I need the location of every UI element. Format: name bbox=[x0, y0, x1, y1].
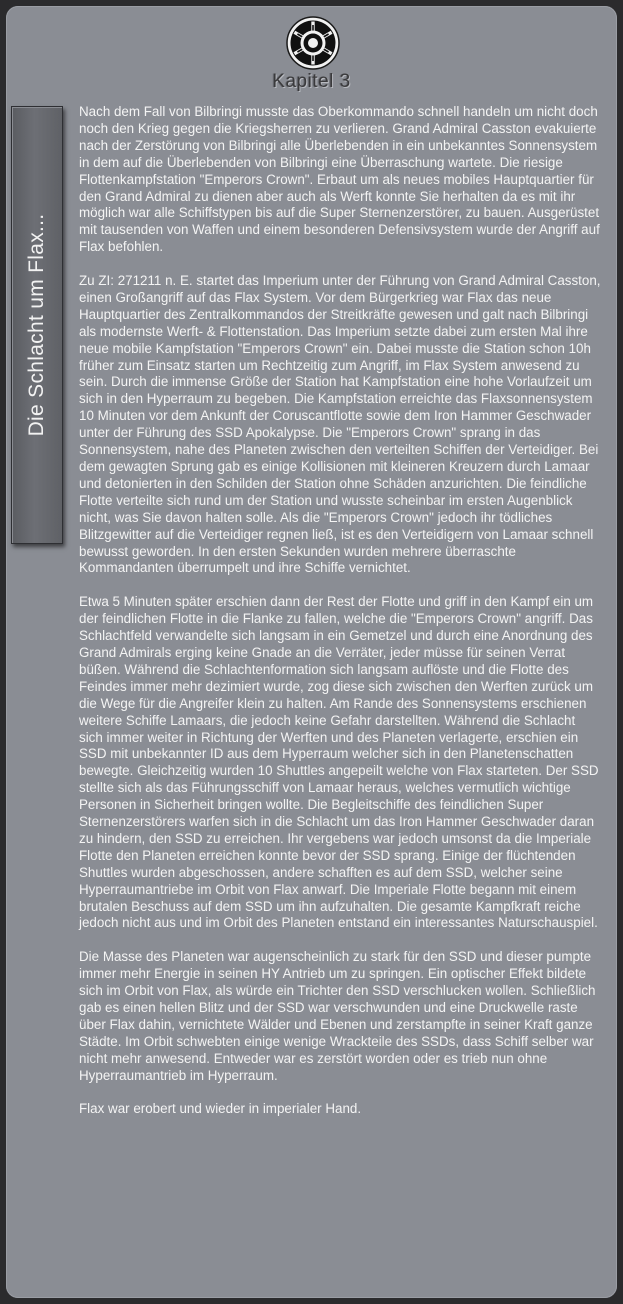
paragraph: Zu ZI: 271211 n. E. startet das Imperium unter der Führung von Grand Admiral Casston, einen Großangriff auf das Flax System. Vor dem Bürgerkrieg war Flax das neue Hauptquartier des Zentralkommandos der Streitkräfte gewesen und galt nach Bilbringi als modernste Werft- & Flottenstation. Das Imperium setzte dabei zum ersten Mal ihre neue mobile Kampfstation "Emperors Crown" ein. Dabei musste die Station schon 10h früher zum Einsatz starten um Rechtzeitig zum Angriff, im Flax System anwesend zu sein. Durch die immense Größe der Station hat Kampfstation eine hohe Vorlaufzeit um sich in den Hyperraum zu begeben. Die Kampfstation erreichte das Flaxsonnensystem 10 Minuten vor dem Ankunft der Coruscantflotte sowie dem Iron Hammer Geschwader unter der Führung des SSD Apokalypse. Die "Emperors Crown" sprang in das Sonnensystem, nahe des Planeten zwischen den verteilten Schiffen der Verteidiger. Bei dem gewagten Sprung gab es einige Kollisionen mit kleineren Kreuzern durch Lamaar und detonierten in den Schilden der Station ohne Schäden anzurichten. Die feindliche Flotte verteilte sich rund um der Station und wusste scheinbar im ersten Augenblick nicht, was Sie davon halten solle. Als die "Emperors Crown" jedoch ihr tödliches Blitzgewitter auf die Verteidiger regnen ließ, ist es den Verteidigern von Lamaar schnell bewusst geworden. In den ersten Sekunden wurden mehrere überraschte Kommandanten überrumpelt und ihre Schiffe vernichtet. bbox=[79, 273, 601, 576]
side-tab-label: Die Schlacht um Flax... bbox=[25, 213, 48, 437]
paragraph: Flax war erobert und wieder in imperialer Hand. bbox=[79, 1101, 362, 1117]
side-tab bbox=[11, 106, 63, 544]
paragraph: Nach dem Fall von Bilbringi musste das Oberkommando schnell handeln um nicht doch noch den Krieg gegen die Kriegsherren zu verlieren. Grand Admiral Casston evakuierte nach der Zerstörung von Bilbringi alle Überlebenden in ein unbekanntes Sonnensystem in dem auf die Überlebenden von Bilbringi eine Überraschung wartete. Die riesige Flottenkampfstation "Emperors Crown". Erbaut um als neues mobiles Hauptquartier für den Grand Admiral zu dienen aber auch als Werft konnte Sie herhalten da es mit ihr möglich war alle Schiffstypen bis auf die Super Sternenzerstörer, zu bauen. Ausgerüstet mit tausenden von Waffen und einem besonderen Defensivsystem wurde der Angriff auf Flax befohlen. bbox=[79, 104, 600, 255]
story-text bbox=[79, 104, 601, 1135]
imperial-cog-icon bbox=[286, 16, 340, 70]
paragraph: Etwa 5 Minuten später erschien dann der Rest der Flotte und griff in den Kampf ein um der feindlichen Flotte in die Flanke zu fallen, welche die "Emperors Crown" angriff. Das Schlachtfeld verwandelte sich langsam in ein Gemetzel und durch eine Anordnung des Grand Admirals erging keine Gnade an die Verräter, jeder müsse für seinen Verrat büßen. Während die Schlachtenformation sich langsam auflöste und die Flotte des Feindes immer mehr dezimiert wurde, zog diese sich zwischen den Werften zurück um die Wege für die Angreifer klein zu halten. Am Rande des Sonnensystems erschienen weitere Schiffe Lamaars, die jedoch keine Gefahr darstellten. Während die Schlacht sich immer weiter in Richtung der Werften und des Planeten verlagerte, erschien ein SSD mit unbekannter ID aus dem Hyperraum welcher sich in den Planetenschatten bewegte. Gleichzeitig wurden 10 Shuttles angepeilt welche von Flax starteten. Der SSD stellte sich als das Führungsschiff von Lamaar heraus, welches vermutlich wichtige Personen in Sicherheit bringen wollte. Die Begleitschiffe des feindlichen Super Sternenzerstörers warfen sich in die Schlacht um das Iron Hammer Geschwader daran zu hindern, den SSD zu erreichen. Ihr vergebens war jedoch umsonst da die Imperiale Flotte den Planeten erreichen konnte bevor der SSD sprang. Einige der flüchtenden Shuttles wurden abgeschossen, andere schafften es auf dem SSD, welcher seine Hyperraumantriebe im Orbit von Flax anwarf. Die Imperiale Flotte begann mit einem brutalen Beschuss auf dem SSD um ihn aufzuhalten. Die gesamte Kampfkraft reiche jedoch nicht aus und im Orbit des Planeten entstand ein interessantes Naturschauspiel. bbox=[79, 594, 599, 931]
chapter-title: Kapitel 3 bbox=[272, 71, 351, 92]
paragraph: Die Masse des Planeten war augenscheinlich zu stark für den SSD und dieser pumpte immer mehr Energie in seinen HY Antrieb um zu springen. Ein optischer Effekt bildete sich im Orbit von Flax, als würde ein Trichter den SSD verschlucken wollen. Schließlich gab es einen hellen Blitz und der SSD war verschwunden und eine Druckwelle raste über Flax dahin, vernichtete Wälder und Ebenen und zerstampfte in seiner Kraft ganze Städte. Im Orbit schwebten einige wenige Wrackteile des SSDs, dass Schiff selber war nicht mehr anwesend. Entweder war es zerstört worden oder es trieb nun ohne Hyperraumantrieb im Hyperraum. bbox=[79, 949, 596, 1083]
